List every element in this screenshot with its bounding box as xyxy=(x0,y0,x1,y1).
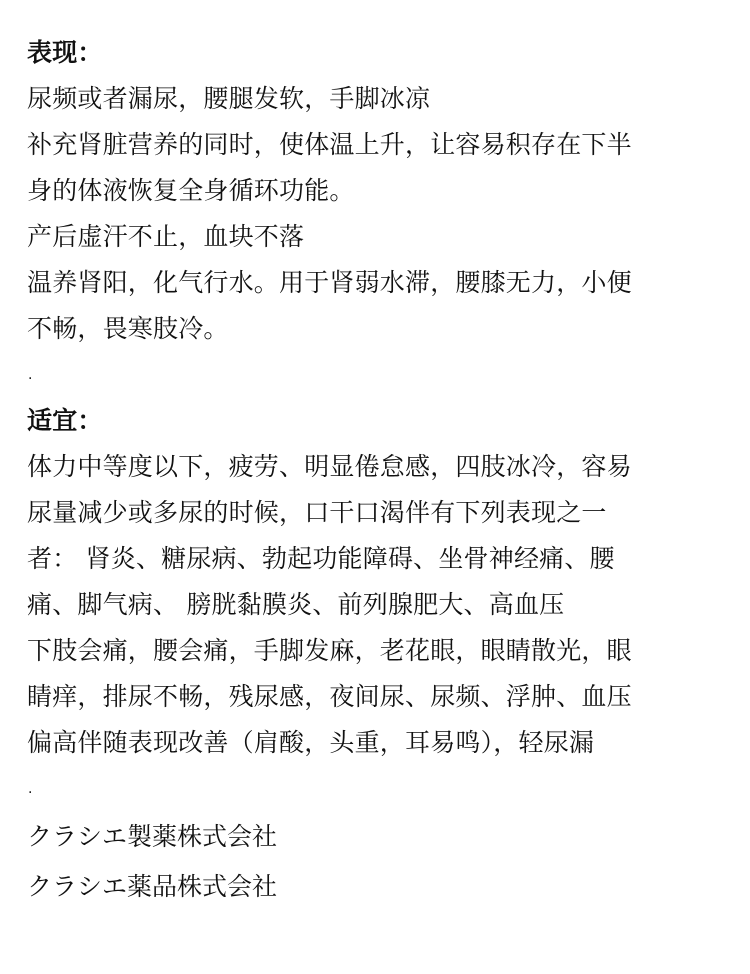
suitable-heading: 适宜： xyxy=(27,406,103,435)
symptoms-line: 补充肾脏营养的同时，使体温上升，让容易积存在下半 xyxy=(27,130,632,159)
suitable-line: 下肢会痛，腰会痛，手脚发麻，老花眼，眼睛散光，眼 xyxy=(27,636,632,665)
section-separator: . xyxy=(28,367,33,383)
section-separator: . xyxy=(28,781,33,797)
suitable-line: 偏高伴随表现改善（肩酸，头重，耳易鸣），轻尿漏 xyxy=(27,728,595,757)
symptoms-line: 温养肾阳，化气行水。用于肾弱水滞，腰膝无力，小便 xyxy=(27,268,632,297)
suitable-line: 痛、脚气病、 膀胱黏膜炎、前列腺肥大、高血压 xyxy=(27,590,565,619)
suitable-line: 者： 肾炎、糖尿病、勃起功能障碍、坐骨神经痛、腰 xyxy=(27,544,615,573)
symptoms-line: 不畅，畏寒肢冷。 xyxy=(27,314,229,343)
symptoms-heading: 表现： xyxy=(27,38,103,67)
suitable-line: 尿量减少或多尿的时候，口干口渴伴有下列表现之一 xyxy=(27,498,607,527)
company-name: クラシエ製薬株式会社 xyxy=(27,822,278,851)
symptoms-line: 产后虚汗不止，血块不落 xyxy=(27,222,305,251)
suitable-line: 体力中等度以下，疲劳、明显倦怠感，四肢冰冷，容易 xyxy=(27,452,632,481)
symptoms-line: 尿频或者漏尿，腰腿发软，手脚冰凉 xyxy=(27,84,431,113)
symptoms-line: 身的体液恢复全身循环功能。 xyxy=(27,176,355,205)
document-body xyxy=(27,30,727,912)
company-name: クラシエ薬品株式会社 xyxy=(27,872,278,901)
suitable-line: 睛痒，排尿不畅，残尿感，夜间尿、尿频、浮肿、血压 xyxy=(27,682,632,711)
